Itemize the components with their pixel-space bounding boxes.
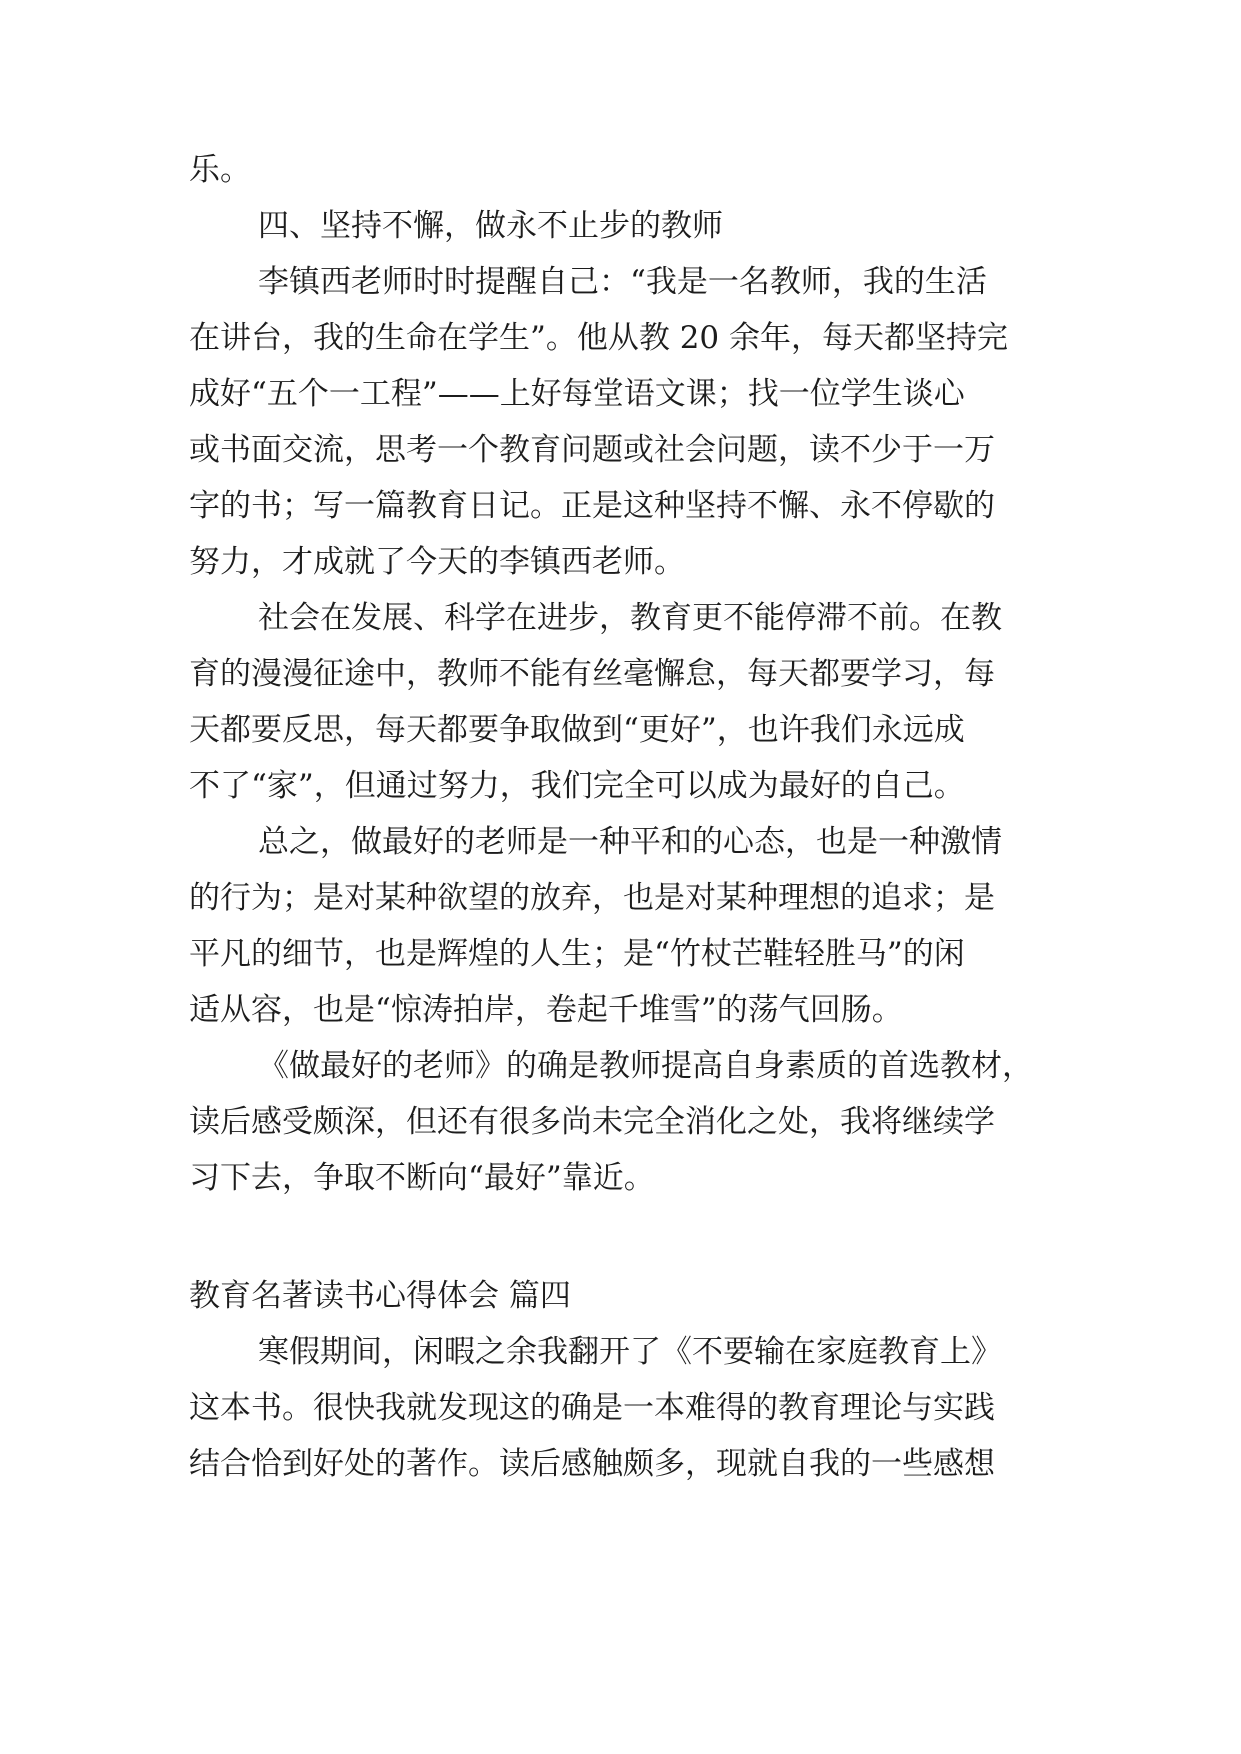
paragraph-line: 字的书；写一篇教育日记。正是这种坚持不懈、永不停歇的 (189, 488, 995, 524)
paragraph-line: 读后感受颇深，但还有很多尚未完全消化之处，我将继续学 (189, 1104, 995, 1140)
paragraph-line: 不了“家”，但通过努力，我们完全可以成为最好的自己。 (189, 768, 965, 804)
section-heading: 四、坚持不懈，做永不止步的教师 (258, 208, 723, 244)
paragraph-line: 适从容，也是“惊涛拍岸，卷起千堆雪”的荡气回肠。 (189, 992, 903, 1028)
chapter-title: 教育名著读书心得体会 篇四 (189, 1278, 571, 1314)
text-line: 乐。 (189, 152, 251, 188)
paragraph-line: 这本书。很快我就发现这的确是一本难得的教育理论与实践 (189, 1390, 995, 1426)
paragraph-line: 总之，做最好的老师是一种平和的心态，也是一种激情 (258, 824, 1002, 860)
paragraph-line: 寒假期间，闲暇之余我翻开了《不要输在家庭教育上》 (258, 1334, 1002, 1370)
paragraph-line: 成好“五个一工程”——上好每堂语文课；找一位学生谈心 (189, 376, 965, 412)
paragraph-line: 育的漫漫征途中，教师不能有丝毫懈怠，每天都要学习，每 (189, 656, 995, 692)
paragraph-line: 的行为；是对某种欲望的放弃，也是对某种理想的追求；是 (189, 880, 995, 916)
paragraph-line: 结合恰到好处的著作。读后感触颇多，现就自我的一些感想 (189, 1446, 995, 1482)
paragraph-line: 社会在发展、科学在进步，教育更不能停滞不前。在教 (258, 600, 1002, 636)
paragraph-line: 在讲台，我的生命在学生”。他从教 20 余年，每天都坚持完 (189, 320, 1008, 356)
paragraph-line: 习下去，争取不断向“最好”靠近。 (189, 1160, 655, 1196)
paragraph-line: 或书面交流，思考一个教育问题或社会问题，读不少于一万 (189, 432, 995, 468)
paragraph-line: 平凡的细节，也是辉煌的人生；是“竹杖芒鞋轻胜马”的闲 (189, 936, 965, 972)
paragraph-line: 努力，才成就了今天的李镇西老师。 (189, 544, 685, 580)
paragraph-line: 李镇西老师时时提醒自己：“我是一名教师，我的生活 (258, 264, 987, 300)
paragraph-line: 《做最好的老师》的确是教师提高自身素质的首选教材， (258, 1048, 1033, 1084)
paragraph-line: 天都要反思，每天都要争取做到“更好”，也许我们永远成 (189, 712, 965, 748)
